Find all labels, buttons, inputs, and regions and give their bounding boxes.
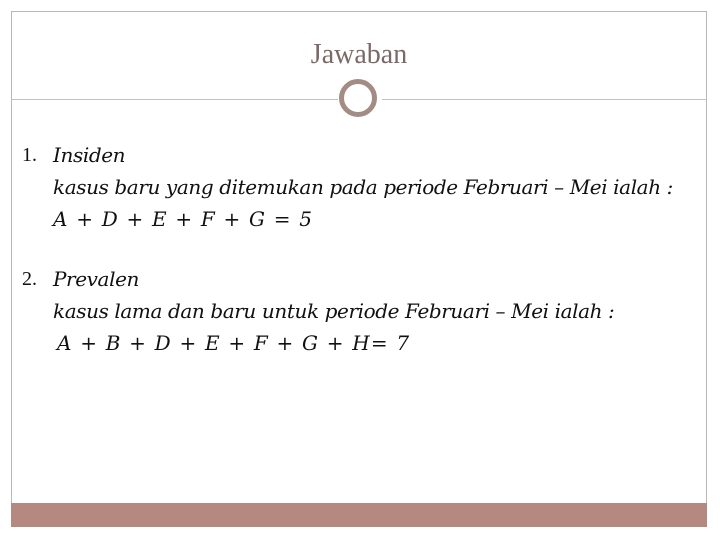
title-divider-right (382, 99, 707, 100)
slide-title: Jawaban (310, 39, 408, 70)
footer-bar (11, 503, 707, 527)
item-description: kasus lama dan baru untuk periode Februari – Mei ialah : (53, 299, 615, 323)
item-heading: Prevalen (53, 267, 139, 291)
list-item-number: 1. (22, 144, 37, 166)
circle-ornament-icon (339, 79, 377, 117)
list-item-number: 2. (22, 268, 37, 290)
list-item-insiden (22, 139, 692, 235)
item-formula: A + D + E + F + G = 5 (53, 207, 314, 231)
answer-list (22, 139, 692, 359)
item-heading: Insiden (53, 143, 126, 167)
title-divider-left (11, 99, 338, 100)
list-item-body (53, 263, 692, 359)
list-item-body (53, 139, 692, 235)
item-formula: A + B + D + E + F + G + H= 7 (57, 331, 411, 355)
item-description: kasus baru yang ditemukan pada periode Februari – Mei ialah : (53, 175, 673, 199)
list-item-prevalen (22, 263, 692, 359)
